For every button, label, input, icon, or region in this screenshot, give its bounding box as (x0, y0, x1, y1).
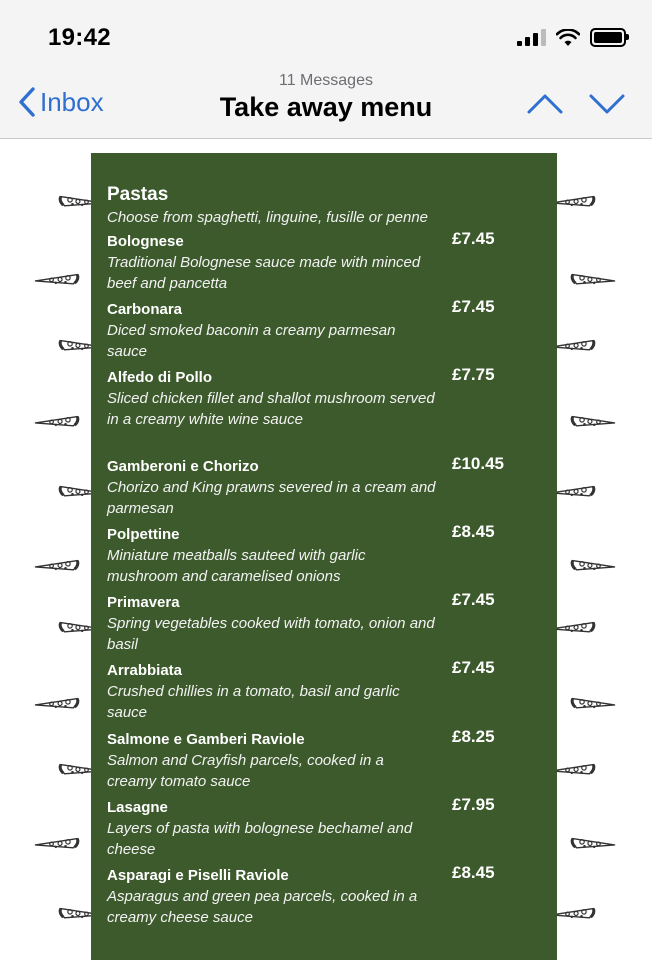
wifi-icon (556, 29, 580, 47)
menu-item (107, 729, 547, 792)
menu-item (107, 456, 547, 519)
menu-item-name: Carbonara (107, 301, 183, 318)
pizza-slice-icon (31, 385, 90, 440)
message-nav-arrows (526, 92, 626, 121)
menu-item (107, 524, 547, 587)
pizza-slice-icon (31, 243, 90, 298)
menu-item-name: Primavera (107, 594, 180, 611)
menu-item (107, 592, 547, 655)
menu-item-price: £8.25 (452, 727, 495, 746)
back-label: Inbox (40, 86, 104, 117)
menu-item (107, 797, 547, 860)
previous-message-button[interactable] (526, 92, 564, 121)
menu-item-name: Arrabbiata (107, 662, 183, 679)
next-message-button[interactable] (588, 92, 626, 121)
menu-item-price: £7.45 (452, 229, 495, 248)
menu-item-name: Asparagi e Piselli Raviole (107, 867, 289, 884)
status-time: 19:42 (48, 24, 111, 51)
pizza-slice-icon (561, 807, 620, 862)
menu-item-price: £8.45 (452, 522, 495, 541)
menu-item-description: Miniature meatballs sauteed with garlic mushroom and caramelised onions (107, 547, 366, 585)
menu-item-name: Polpettine (107, 526, 180, 543)
menu-item (107, 231, 547, 294)
section-title: Pastas (107, 184, 169, 205)
menu-item-name: Lasagne (107, 799, 168, 816)
menu-item-name: Bolognese (107, 233, 184, 250)
menu-item-name: Alfedo di Pollo (107, 369, 212, 386)
menu-item-price: £8.45 (452, 863, 495, 882)
menu-item-description: Asparagus and green pea parcels, cooked in a creamy cheese sauce (107, 888, 418, 926)
status-icons (517, 28, 626, 47)
menu-item (107, 865, 547, 928)
menu-item (107, 660, 547, 723)
menu-item-price: £7.45 (452, 658, 495, 677)
message-body[interactable] (0, 139, 652, 960)
menu-item (107, 299, 547, 362)
pizza-slice-icon (561, 243, 620, 298)
menu-item-price: £7.45 (452, 297, 495, 316)
pizza-slice-icon (561, 951, 620, 960)
menu-item-description: Traditional Bolognese sauce made with minced beef and pancetta (107, 254, 421, 292)
menu-item-name: Salmone e Gamberi Raviole (107, 731, 305, 748)
menu-item-description: Diced smoked baconin a creamy parmesan sauce (107, 322, 396, 360)
menu-item (107, 367, 547, 430)
mail-nav-bar (0, 66, 652, 139)
thread-title: Take away menu (219, 92, 433, 122)
menu-item-description: Layers of pasta with bolognese bechamel and cheese (107, 820, 413, 858)
pizza-slice-icon (31, 667, 90, 722)
menu-panel (91, 153, 557, 960)
pizza-slice-icon (31, 529, 90, 584)
chevron-up-icon (526, 92, 564, 116)
pizza-slice-icon (561, 529, 620, 584)
menu-item-price: £7.75 (452, 365, 495, 384)
pizza-slice-icon (31, 951, 90, 960)
menu-item-description: Spring vegetables cooked with tomato, onion and basil (107, 615, 435, 653)
chevron-down-icon (588, 92, 626, 116)
menu-item-description: Crushed chillies in a tomato, basil and garlic sauce (107, 683, 400, 721)
menu-item-description: Salmon and Crayfish parcels, cooked in a creamy tomato sauce (107, 752, 384, 790)
section-subtitle: Choose from spaghetti, linguine, fusille or penne (107, 209, 429, 226)
message-count: 11 Messages (279, 72, 373, 89)
status-bar (0, 0, 652, 66)
menu-item-description: Chorizo and King prawns severed in a cream and parmesan (107, 479, 436, 517)
battery-icon (590, 28, 626, 47)
menu-item-price: £7.95 (452, 795, 495, 814)
pizza-slice-icon (561, 667, 620, 722)
signal-icon (517, 29, 546, 46)
menu-item-description: Sliced chicken fillet and shallot mushroom served in a creamy white wine sauce (107, 390, 435, 428)
pizza-slice-icon (31, 807, 90, 862)
menu-item-name: Gamberoni e Chorizo (107, 458, 259, 475)
pizza-slice-icon (561, 385, 620, 440)
menu-item-price: £7.45 (452, 590, 495, 609)
menu-item-price: £10.45 (452, 454, 504, 473)
